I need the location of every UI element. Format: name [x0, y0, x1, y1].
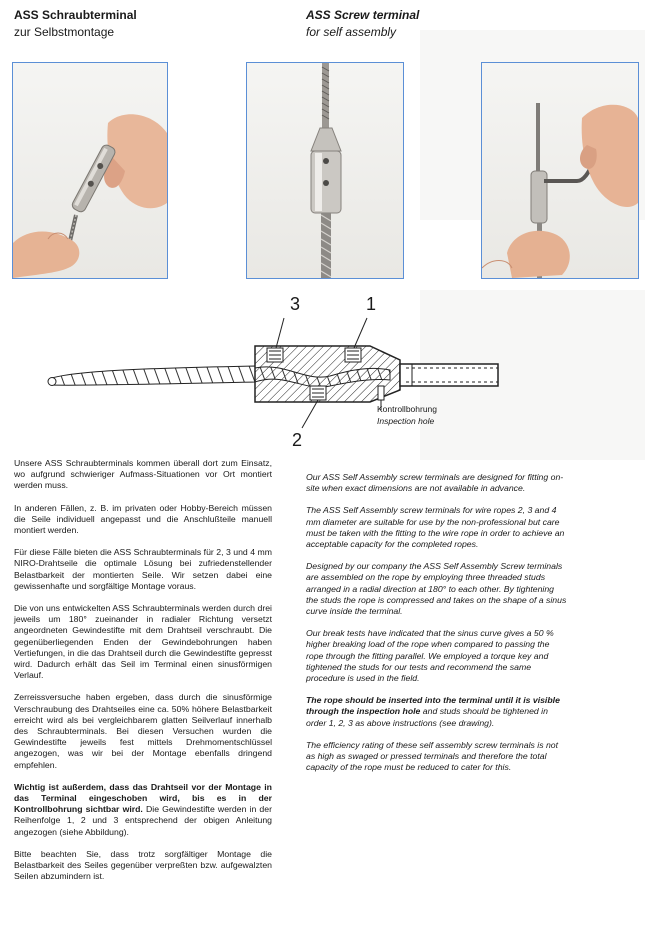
- stud-label-2: 2: [292, 430, 303, 450]
- photo-terminal-on-rope-illustration: [247, 63, 403, 278]
- german-important-bold: Wichtig ist außerdem, dass das Drahtseil vor der Montage in das Terminal eingeschoben wird, bis es in der Kontrollbohrung sichtbar wird.: [14, 781, 272, 815]
- german-paragraph-important: [14, 782, 272, 838]
- german-paragraph: Unsere ASS Schraubterminals kommen überall dort zum Einsatz, wo aufgrund schwieriger Aufmass-Situationen vor Ort montiert werden muss.: [14, 458, 272, 491]
- title-english: ASS Screw terminal: [306, 8, 420, 22]
- german-paragraph: Zerreissversuche haben ergeben, dass durch die sinusförmige Verschraubung des Drahtseiles eine ca. 50% höhere Belastbarkeit erreicht wird als bei vergleichbarem glatten Seilverlauf innerhalb des Schraubterminals. Bei diesen Versuchen wurden die Gewindestifte jeweils fest mittels Drehmomentschlüssel angezogen, was wir bei der Montage ebenfalls dringend empfehlen.: [14, 692, 272, 770]
- english-important-rest: and studs should be tightened in order 1, 2, 3 as above instructions (see drawing).: [306, 706, 548, 728]
- stud-label-3: 3: [290, 294, 301, 314]
- photo-terminal-on-rope: [246, 62, 404, 279]
- german-important-rest: Die Gewindestifte werden in der Reihenfolge 1, 2 und 3 entsprechend der obigen Anleitung angezogen (siehe Abbildung).: [14, 804, 272, 837]
- photo-insert-rope: [12, 62, 168, 279]
- german-paragraph: Für diese Fälle bieten die ASS Schraubterminals für 2, 3 und 4 mm NIRO-Drahtseile die optimale Lösung bei zufriedenstellender Belastbarkeit der montierten Seile. Wir setzen dabei eine gewissenhafte und sorgfältige Montage voraus.: [14, 547, 272, 591]
- inspection-hole-label-de: Kontrollbohrung: [377, 404, 438, 414]
- english-text-column: [306, 472, 568, 784]
- german-paragraph: Die von uns entwickelten ASS Schraubterminals werden durch drei jeweils um 180° zueinander in radialer Richtung versetzt angeordneten Gewindestifte mit dem Drahtseil verschraubt. Die gegenüberliegenden Enden der Gewindebohrungen haben Vertiefungen, in die das Drahtseil durch die Gewindestifte gepresst wird. Dadurch erhält das Seil im Terminal einen sinusförmigen Verlauf.: [14, 603, 272, 681]
- cross-section-drawing: [40, 290, 520, 460]
- inspection-hole-label-en: Inspection hole: [377, 416, 435, 426]
- german-paragraph: Bitte beachten Sie, dass trotz sorgfältiger Montage die Belastbarkeit des Seiles gegenüber verpreßten bzw. aufgewalzten Seilen abzumindern ist.: [14, 848, 272, 882]
- photo-tighten-studs-illustration: [482, 63, 638, 278]
- english-paragraph: Our ASS Self Assembly screw terminals are designed for fitting on-site when exact dimensions are not available in advance.: [306, 472, 564, 494]
- subtitle-german: zur Selbstmontage: [14, 25, 115, 39]
- english-paragraph-important: [306, 695, 568, 729]
- stud-label-1: 1: [366, 294, 377, 314]
- english-paragraph: Our break tests have indicated that the sinus curve gives a 50 % higher breaking load of the rope when compared to passing the rope through the fitting parallel. We employed a torque key and tightened the studs for our tests and recommend the same procedure is used in the field.: [306, 628, 554, 684]
- title-german: ASS Schraubterminal: [14, 8, 137, 22]
- english-important-bold: The rope should be inserted into the terminal until it is visible through the inspection hole: [306, 695, 560, 717]
- english-paragraph: The efficiency rating of these self assembly screw terminals is not as high as swaged or pressed terminals and therefore the total capacity of the rope must be reduced to cater for this.: [306, 739, 559, 773]
- photo-insert-rope-illustration: [13, 63, 167, 278]
- subtitle-english: for self assembly: [306, 25, 397, 39]
- german-paragraph: In anderen Fällen, z. B. im privaten oder Hobby-Bereich müssen die Seile individuell angepasst und die Anschlußteile manuell montiert werden.: [14, 502, 272, 536]
- photo-tighten-studs: [481, 62, 639, 279]
- english-paragraph: Designed by our company the ASS Self Assembly Screw terminals are assembled on the rope by employing three threaded studs arranged in a radial direction at 180° to each other. By tightening the studs the rope is compressed and takes on the shape of a sinus curve inside the terminal.: [306, 561, 567, 617]
- english-paragraph: The ASS Self Assembly screw terminals for wire ropes 2, 3 and 4 mm diameter are suitable for use by the non-professional but care must be taken with the fitting to the wire rope in order to achieve an acceptable capacity for the completed ropes.: [306, 505, 565, 550]
- german-text-column: [14, 458, 272, 894]
